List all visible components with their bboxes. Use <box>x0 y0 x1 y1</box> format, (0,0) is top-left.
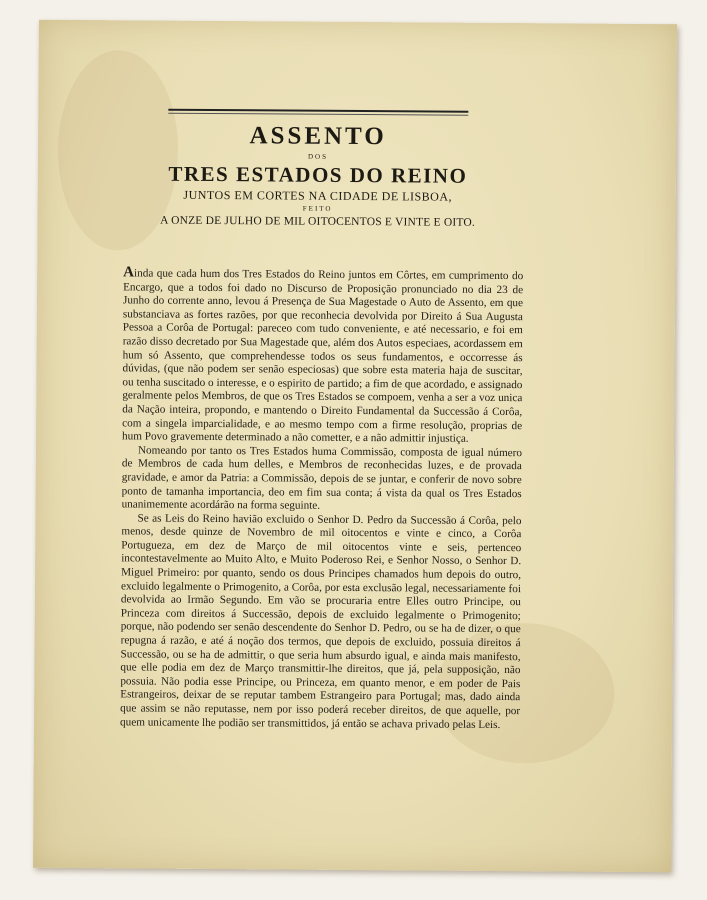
subtitle-connector: DOS <box>307 152 329 161</box>
title-block <box>98 120 539 231</box>
paragraph-1 <box>122 266 523 447</box>
subtitle-line-date: A ONZE DE JULHO DE MIL OITOCENTOS E VINTE E OITO. <box>160 214 476 229</box>
body-text <box>120 266 523 732</box>
drop-cap: A <box>123 264 135 281</box>
document-title: ASSENTO <box>249 122 387 151</box>
document-subtitle: TRES ESTADOS DO REINO <box>168 161 468 188</box>
paragraph-3: Se as Leis do Reino havião excluido o Senhor D. Pedro da Successão á Corôa, pelo menos, desde quinze de Novembro de mil oitocentos e vinte e cinco, a Corôa Portugueza, em dez de Março de mil oitocentos vinte e seis, pertenceo incontestavelmente ao Muito Alto, e Muito Poderoso Rei, e Senhor Nosso, o Senhor D. Miguel Primeiro: por quanto, sendo os dous Principes chamados hum depois do outro, excluido legalmente o Primogenito, a Corôa, por esta exclusão legal, necessariamente foi devolvida ao Irmão Segundo. Em vão se procuraria entre Elles outro Principe, ou Princeza com direitos á Successão, depois de excluido legalmente o Primogenito; porque, não podendo ser senão descendente do Senhor D. Pedro, ou se ha de dizer, o que repugna á razão, e até á noção dos termos, que depois de excluido, possuia direitos á Successão, ou se ha de admittir, o que seria hum absurdo igual, e ainda mais manifesto, que elle podia em dez de Março transmittir-lhe direitos, que já, pela supposição, não possuia. Não podia esse Principe, ou Princeza, em quanto menor, e em poder de Pais Estrangeiros, deixar de se reputar tambem Estrangeiro para Portugal; mas, dado ainda que assim se não reputasse, nem por isso poderá receber direitos, de que aquelle, por quem unicamente lhe podião ser transmittidos, já então se achava privado pelas Leis. <box>120 512 522 731</box>
paragraph-2: Nomeando por tanto os Tres Estados huma Commissão, composta de igual número de Membros de cada hum delles, e Membros de reconhecidas luzes, e de provada gravidade, e amor da Patria: a Commissão, depois de se juntar, e conferir de novo sobre ponto de tamanha importancia, deo em fim sua conta; á vista da qual os Tres Estados unanimemente acordárão na forma seguinte. <box>121 444 522 512</box>
header-rule <box>168 109 468 113</box>
document-page <box>33 20 677 872</box>
subtitle-line-location: JUNTOS EM CORTES NA CIDADE DE LISBOA, <box>183 187 453 204</box>
subtitle-line-feito: FEITO <box>302 204 333 213</box>
paragraph-1-text: inda que cada hum dos Tres Estados do Reino juntos em Côrtes, em cumprimento do Encargo, que a todos foi dado no Discurso de Proposição pronunciado no dia 23 de Junho do corrente anno, levou á Presença de Sua Magestade o Auto de Assento, em que substanciava as fortes razões, por que reconhecia devolvida por Direito á Sua Augusta Pessoa a Corôa de Portugal: pareceo com tudo conveniente, e até necessario, e foi em razão disso decretado por Sua Magestade que, além dos Autos especiaes, acordassem em hum só Assento, que comprehendesse todos os seus fundamentos, e occorresse ás dúvidas, (que não podem ser senão especiosas) que sobre esta materia haja de suscitar, ou tenha suscitado o interesse, e o espirito de partido; a fim de que acordado, e assignado geralmente pelos Membros, de que os Tres Estados se compoem, venha a ser a voz unica da Nação inteira, propondo, e mantendo o Direito Fundamental da Successão á Corôa, com a singela imparcialidade, e ao mesmo tempo com a firme resolução, proprias de hum Povo gravemente determinado a não cometter, e a não admittir injustiça. <box>122 267 524 445</box>
